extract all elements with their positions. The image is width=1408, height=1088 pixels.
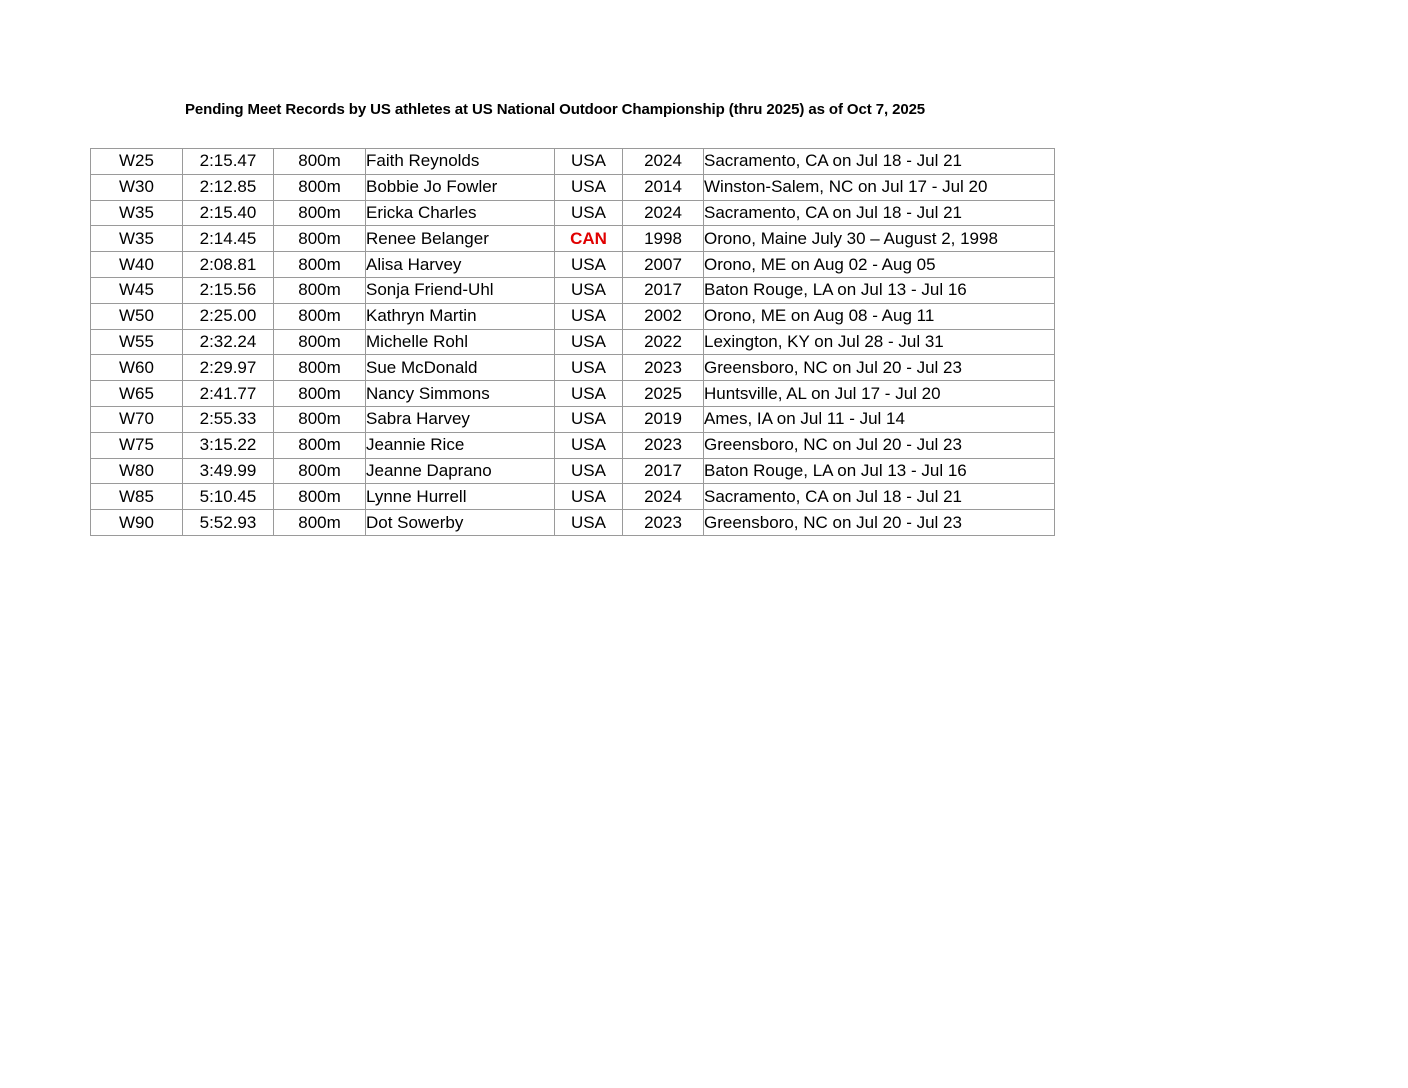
cell-time: 3:15.22 <box>183 432 274 458</box>
cell-year: 2002 <box>623 303 704 329</box>
cell-country: USA <box>555 149 623 175</box>
cell-time: 5:10.45 <box>183 484 274 510</box>
cell-time: 2:32.24 <box>183 329 274 355</box>
cell-meet: Ames, IA on Jul 11 - Jul 14 <box>704 406 1055 432</box>
cell-year: 2023 <box>623 355 704 381</box>
cell-year: 2023 <box>623 432 704 458</box>
table-row <box>91 510 1055 536</box>
cell-athlete: Renee Belanger <box>366 226 555 252</box>
records-table-body <box>91 149 1055 536</box>
cell-event: 800m <box>274 303 366 329</box>
cell-meet: Orono, ME on Aug 08 - Aug 11 <box>704 303 1055 329</box>
cell-meet: Orono, Maine July 30 – August 2, 1998 <box>704 226 1055 252</box>
cell-year: 2023 <box>623 510 704 536</box>
cell-athlete: Sabra Harvey <box>366 406 555 432</box>
cell-event: 800m <box>274 174 366 200</box>
cell-event: 800m <box>274 432 366 458</box>
cell-event: 800m <box>274 484 366 510</box>
cell-year: 2014 <box>623 174 704 200</box>
cell-meet: Sacramento, CA on Jul 18 - Jul 21 <box>704 149 1055 175</box>
cell-country: USA <box>555 277 623 303</box>
cell-event: 800m <box>274 329 366 355</box>
cell-time: 2:15.56 <box>183 277 274 303</box>
cell-athlete: Sonja Friend-Uhl <box>366 277 555 303</box>
cell-year: 2017 <box>623 458 704 484</box>
cell-country: CAN <box>555 226 623 252</box>
cell-event: 800m <box>274 458 366 484</box>
cell-event: 800m <box>274 200 366 226</box>
cell-country: USA <box>555 174 623 200</box>
cell-year: 2024 <box>623 200 704 226</box>
cell-athlete: Michelle Rohl <box>366 329 555 355</box>
cell-event: 800m <box>274 277 366 303</box>
cell-athlete: Bobbie Jo Fowler <box>366 174 555 200</box>
cell-meet: Sacramento, CA on Jul 18 - Jul 21 <box>704 200 1055 226</box>
cell-year: 2007 <box>623 252 704 278</box>
cell-time: 2:55.33 <box>183 406 274 432</box>
cell-event: 800m <box>274 252 366 278</box>
cell-year: 2024 <box>623 149 704 175</box>
cell-athlete: Kathryn Martin <box>366 303 555 329</box>
cell-meet: Greensboro, NC on Jul 20 - Jul 23 <box>704 432 1055 458</box>
table-row <box>91 149 1055 175</box>
cell-event: 800m <box>274 406 366 432</box>
cell-division: W70 <box>91 406 183 432</box>
cell-division: W85 <box>91 484 183 510</box>
cell-country: USA <box>555 458 623 484</box>
cell-meet: Sacramento, CA on Jul 18 - Jul 21 <box>704 484 1055 510</box>
cell-year: 2022 <box>623 329 704 355</box>
cell-country: USA <box>555 252 623 278</box>
cell-division: W90 <box>91 510 183 536</box>
page-title: Pending Meet Records by US athletes at US National Outdoor Championship (thru 2025) as of Oct 7, 2025 <box>185 101 926 118</box>
table-row <box>91 355 1055 381</box>
cell-athlete: Dot Sowerby <box>366 510 555 536</box>
cell-division: W35 <box>91 226 183 252</box>
cell-time: 2:12.85 <box>183 174 274 200</box>
cell-country: USA <box>555 329 623 355</box>
table-row <box>91 406 1055 432</box>
cell-division: W35 <box>91 200 183 226</box>
cell-division: W25 <box>91 149 183 175</box>
records-table <box>90 148 1055 536</box>
cell-athlete: Faith Reynolds <box>366 149 555 175</box>
cell-meet: Baton Rouge, LA on Jul 13 - Jul 16 <box>704 458 1055 484</box>
cell-division: W55 <box>91 329 183 355</box>
cell-year: 2019 <box>623 406 704 432</box>
table-row <box>91 484 1055 510</box>
cell-athlete: Lynne Hurrell <box>366 484 555 510</box>
cell-country: USA <box>555 200 623 226</box>
cell-year: 2025 <box>623 381 704 407</box>
cell-athlete: Jeanne Daprano <box>366 458 555 484</box>
cell-time: 2:14.45 <box>183 226 274 252</box>
cell-athlete: Ericka Charles <box>366 200 555 226</box>
cell-event: 800m <box>274 149 366 175</box>
table-row <box>91 329 1055 355</box>
cell-division: W60 <box>91 355 183 381</box>
cell-event: 800m <box>274 355 366 381</box>
cell-country: USA <box>555 303 623 329</box>
cell-time: 2:25.00 <box>183 303 274 329</box>
table-row <box>91 458 1055 484</box>
cell-time: 5:52.93 <box>183 510 274 536</box>
cell-division: W80 <box>91 458 183 484</box>
cell-time: 2:29.97 <box>183 355 274 381</box>
cell-division: W40 <box>91 252 183 278</box>
cell-athlete: Nancy Simmons <box>366 381 555 407</box>
cell-event: 800m <box>274 226 366 252</box>
cell-country: USA <box>555 432 623 458</box>
table-row <box>91 174 1055 200</box>
cell-division: W30 <box>91 174 183 200</box>
cell-meet: Baton Rouge, LA on Jul 13 - Jul 16 <box>704 277 1055 303</box>
cell-meet: Winston-Salem, NC on Jul 17 - Jul 20 <box>704 174 1055 200</box>
cell-meet: Lexington, KY on Jul 28 - Jul 31 <box>704 329 1055 355</box>
cell-event: 800m <box>274 510 366 536</box>
table-row <box>91 432 1055 458</box>
table-row <box>91 277 1055 303</box>
cell-time: 3:49.99 <box>183 458 274 484</box>
cell-time: 2:08.81 <box>183 252 274 278</box>
table-row <box>91 252 1055 278</box>
cell-country: USA <box>555 484 623 510</box>
cell-division: W45 <box>91 277 183 303</box>
cell-athlete: Sue McDonald <box>366 355 555 381</box>
cell-time: 2:15.47 <box>183 149 274 175</box>
cell-division: W65 <box>91 381 183 407</box>
table-row <box>91 303 1055 329</box>
cell-country: USA <box>555 510 623 536</box>
cell-year: 2024 <box>623 484 704 510</box>
cell-time: 2:41.77 <box>183 381 274 407</box>
cell-athlete: Jeannie Rice <box>366 432 555 458</box>
table-row <box>91 226 1055 252</box>
cell-division: W75 <box>91 432 183 458</box>
cell-meet: Huntsville, AL on Jul 17 - Jul 20 <box>704 381 1055 407</box>
table-row <box>91 381 1055 407</box>
cell-division: W50 <box>91 303 183 329</box>
cell-country: USA <box>555 381 623 407</box>
cell-country: USA <box>555 406 623 432</box>
table-row <box>91 200 1055 226</box>
cell-athlete: Alisa Harvey <box>366 252 555 278</box>
cell-country: USA <box>555 355 623 381</box>
cell-year: 1998 <box>623 226 704 252</box>
cell-meet: Greensboro, NC on Jul 20 - Jul 23 <box>704 510 1055 536</box>
cell-event: 800m <box>274 381 366 407</box>
cell-meet: Greensboro, NC on Jul 20 - Jul 23 <box>704 355 1055 381</box>
cell-year: 2017 <box>623 277 704 303</box>
cell-time: 2:15.40 <box>183 200 274 226</box>
cell-meet: Orono, ME on Aug 02 - Aug 05 <box>704 252 1055 278</box>
